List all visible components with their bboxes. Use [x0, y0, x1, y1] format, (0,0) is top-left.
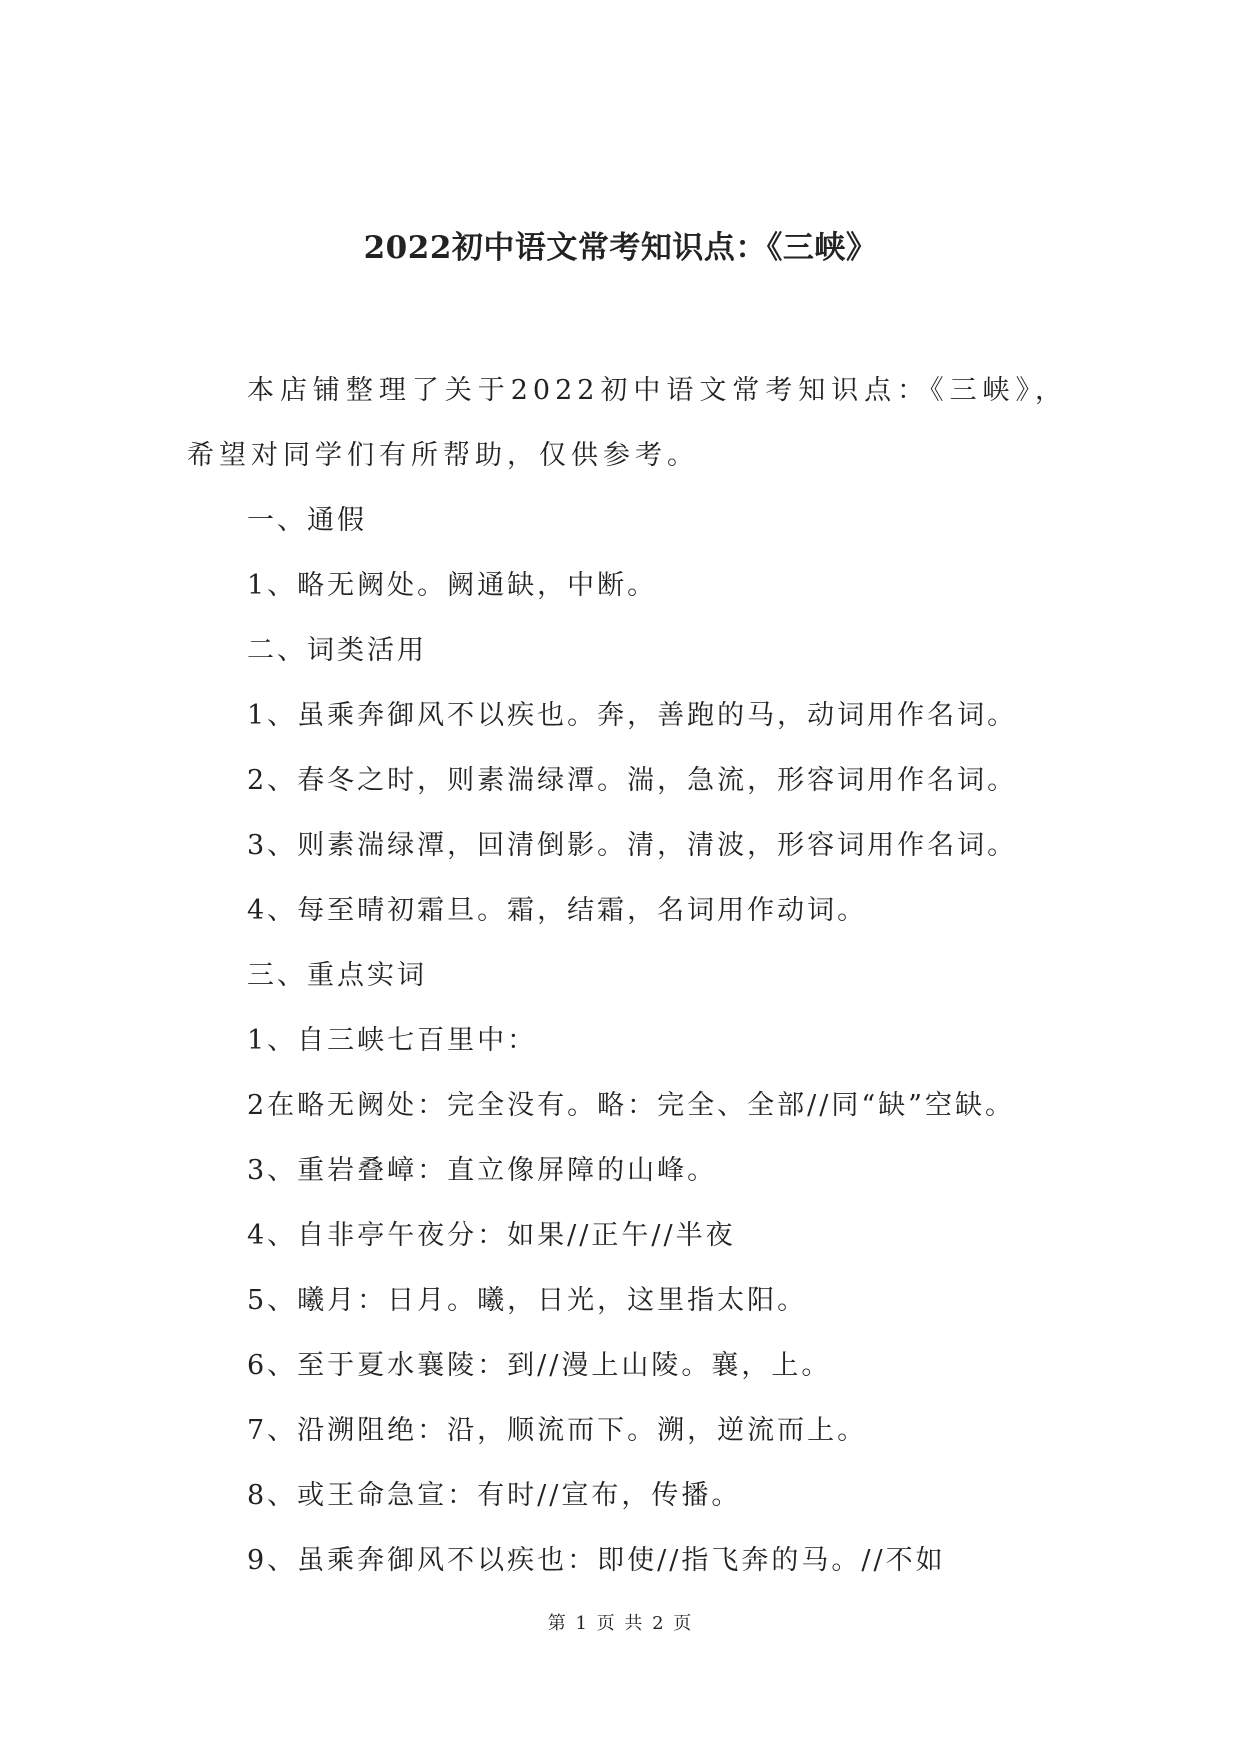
list-item: 5、曦月：日月。曦，日光，这里指太阳。	[247, 1285, 808, 1316]
list-item: 4、每至晴初霜旦。霜，结霜，名词用作动词。	[247, 895, 868, 926]
list-item: 4、自非亭午夜分：如果//正午//半夜	[247, 1220, 736, 1251]
list-item: 2在略无阙处：完全没有。略：完全、全部//同“缺”空缺。	[247, 1090, 1015, 1121]
section-heading-tongjia: 一、通假	[247, 505, 367, 536]
list-item: 6、至于夏水襄陵：到//漫上山陵。襄，上。	[247, 1350, 832, 1381]
list-item: 2、春冬之时，则素湍绿潭。湍，急流，形容词用作名词。	[247, 765, 1018, 796]
list-item: 9、虽乘奔御风不以疾也：即使//指飞奔的马。//不如	[247, 1545, 946, 1576]
document-body	[187, 358, 1067, 1593]
list-item: 3、则素湍绿潭，回清倒影。清，清波，形容词用作名词。	[247, 830, 1018, 861]
page-footer: 第 1 页 共 2 页	[547, 1613, 694, 1634]
list-item: 1、虽乘奔御风不以疾也。奔，善跑的马，动词用作名词。	[247, 700, 1018, 731]
list-item: 1、自三峡七百里中：	[247, 1025, 538, 1056]
list-item: 1、略无阙处。阙通缺，中断。	[247, 570, 658, 601]
section-heading-shici: 三、重点实词	[247, 960, 427, 991]
list-item: 3、重岩叠嶂：直立像屏障的山峰。	[247, 1155, 718, 1186]
intro-paragraph: 本店铺整理了关于2022初中语文常考知识点：《三峡》，希望对同学们有所帮助，仅供参考。	[187, 375, 1067, 471]
list-item: 7、沿溯阻绝：沿，顺流而下。溯，逆流而上。	[247, 1415, 868, 1446]
section-heading-cilei: 二、词类活用	[247, 635, 427, 666]
document-title: 2022初中语文常考知识点：《三峡》	[363, 230, 878, 266]
list-item: 8、或王命急宣：有时//宣布，传播。	[247, 1480, 742, 1511]
